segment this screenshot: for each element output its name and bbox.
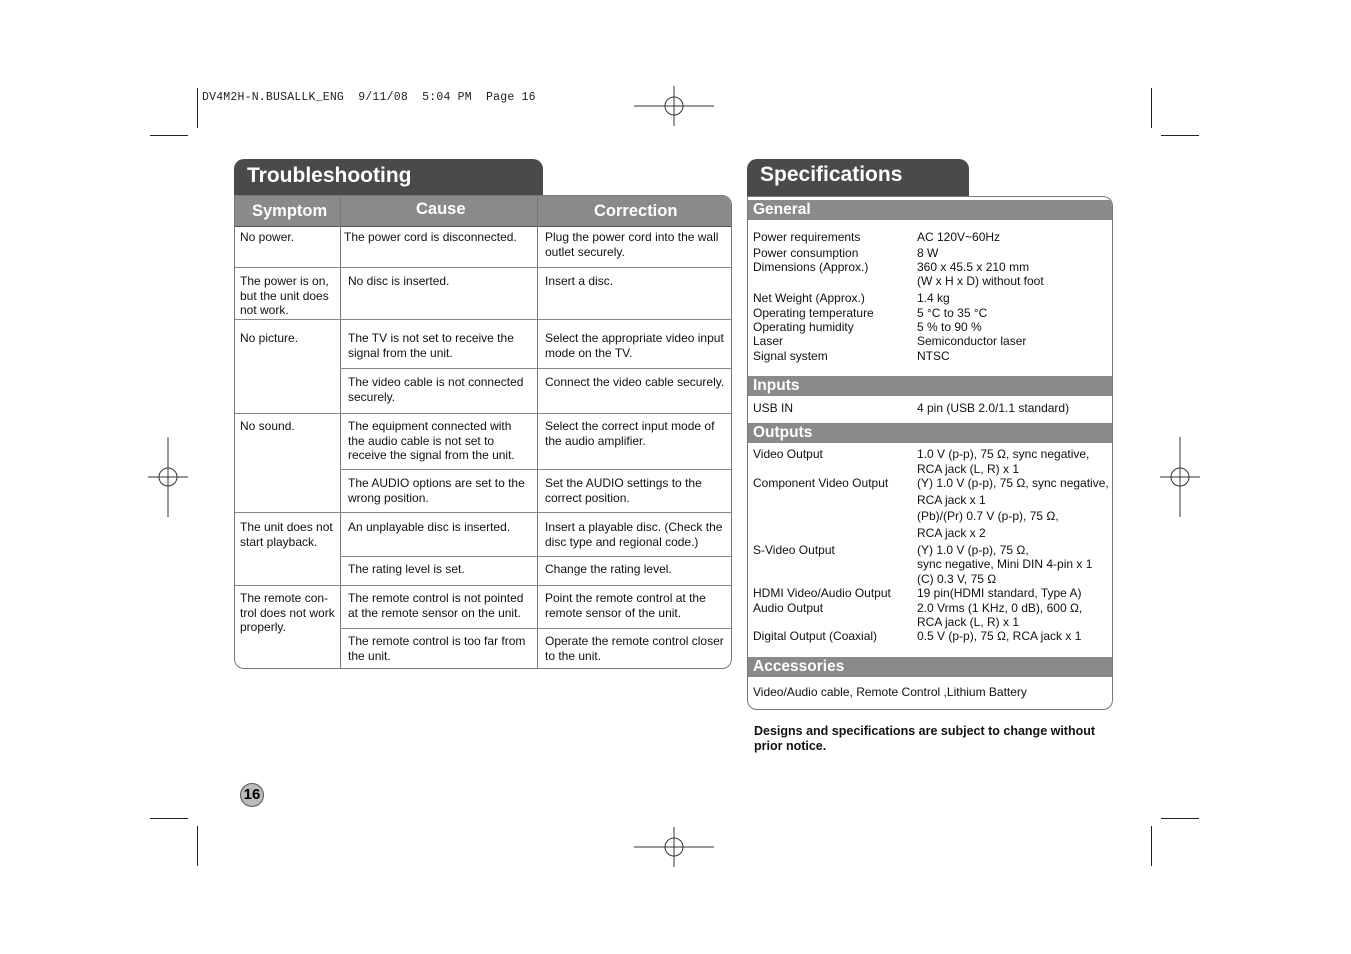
table-cell-cause: The TV is not set to receive the signal from the unit. [348,331,514,360]
column-header-correction: Correction [537,196,732,227]
table-cell-symptom: The unit does not start playback. [240,520,333,549]
spec-label: Audio Output [753,601,824,615]
crop-mark [1151,88,1152,128]
spec-value: 4 pin (USB 2.0/1.1 standard) [917,401,1070,415]
spec-label: Operating temperature [753,306,874,320]
row-divider [235,267,731,268]
table-cell-cause: The power cord is disconnected. [344,230,517,244]
table-cell-correction: Point the remote control at the remote sensor of the unit. [545,591,706,620]
specifications-title-tab [747,159,969,197]
crop-mark [150,135,188,136]
spec-value: 2.0 Vrms (1 KHz, 0 dB), 600 Ω, [917,601,1083,615]
accessories-text: Video/Audio cable, Remote Control ,Lithium Battery [753,685,1027,699]
troubleshooting-table [234,195,732,669]
troubleshooting-title: Troubleshooting [247,164,412,187]
spec-label: Component Video Output [753,476,889,490]
spec-label: USB IN [753,401,794,415]
table-cell-correction: Operate the remote control closer to the unit. [545,634,724,663]
table-cell-symptom: No picture. [240,331,299,345]
spec-value: (W x H x D) without foot [917,274,1044,288]
table-cell-symptom: The remote con-trol does not work properly. [240,591,335,634]
registration-mark-icon [634,86,714,126]
table-cell-cause: The remote control is too far from the unit. [348,634,526,663]
table-cell-cause: An unplayable disc is inserted. [348,520,511,534]
spec-label: Digital Output (Coaxial) [753,629,878,643]
spec-value: 5 % to 90 % [917,320,982,334]
table-cell-correction: Select the appropriate video input mode on the TV. [545,331,724,360]
table-cell-cause: The remote control is not pointed at the remote sensor on the unit. [348,591,524,620]
table-cell-correction: Set the AUDIO settings to the correct position. [545,476,702,505]
specifications-note: Designs and specifications are subject to change without prior notice. [754,724,1096,753]
table-cell-cause: The video cable is not connected securely. [348,375,524,404]
table-cell-correction: Change the rating level. [545,562,672,576]
spec-value: 8 W [917,246,939,260]
spec-value: RCA jack x 1 [917,493,986,507]
crop-mark [1161,135,1199,136]
row-divider [340,628,731,629]
crop-mark [197,88,198,128]
spec-value: (Y) 1.0 V (p-p), 75 Ω, sync negative, [917,476,1109,490]
row-divider [235,512,731,513]
table-cell-cause: No disc is inserted. [348,274,450,288]
spec-value: 5 °C to 35 °C [917,306,988,320]
crop-mark [150,818,188,819]
row-divider [340,469,731,470]
column-header-symptom: Symptom [235,196,340,227]
print-slug: DV4M2H-N.BUSALLK_ENG 9/11/08 5:04 PM Page 16 [202,91,536,104]
spec-value: RCA jack x 2 [917,526,986,540]
spec-label: Operating humidity [753,320,854,334]
table-cell-symptom: No sound. [240,419,295,433]
crop-mark [1161,818,1199,819]
section-header-outputs: Outputs [748,423,1112,443]
spec-label: S-Video Output [753,543,835,557]
table-cell-cause: The AUDIO options are set to the wrong position. [348,476,525,505]
registration-mark-icon [634,827,714,867]
spec-label: Video Output [753,447,823,461]
table-cell-correction: Connect the video cable securely. [545,375,725,389]
section-header-accessories: Accessories [748,657,1112,677]
spec-value: (Pb)/(Pr) 0.7 V (p-p), 75 Ω, [917,509,1059,523]
registration-mark-icon [1160,437,1200,517]
section-header-inputs: Inputs [748,376,1112,396]
spec-value: (Y) 1.0 V (p-p), 75 Ω, [917,543,1029,557]
table-cell-symptom: The power is on, but the unit does not work. [240,274,329,317]
row-divider [235,319,731,320]
registration-mark-icon [148,437,188,517]
row-divider [340,556,731,557]
column-header-cause: Cause [340,196,537,227]
spec-label: HDMI Video/Audio Output [753,586,891,600]
spec-label: Signal system [753,349,828,363]
spec-value: 1.4 kg [917,291,950,305]
section-header-general: General [748,200,1112,220]
row-divider [235,413,731,414]
spec-value: RCA jack (L, R) x 1 [917,462,1020,476]
spec-label: Power requirements [753,230,861,244]
row-divider [340,368,731,369]
specifications-box [747,196,1113,710]
spec-label: Laser [753,334,784,348]
page-number: 16 [240,783,264,807]
spec-value: NTSC [917,349,950,363]
spec-value: 0.5 V (p-p), 75 Ω, RCA jack x 1 [917,629,1082,643]
table-cell-symptom: No power. [240,230,295,244]
spec-value: 19 pin(HDMI standard, Type A) [917,586,1082,600]
crop-mark [1151,826,1152,866]
spec-value: 360 x 45.5 x 210 mm [917,260,1030,274]
spec-label: Dimensions (Approx.) [753,260,869,274]
spec-value: AC 120V~60Hz [917,230,1001,244]
table-cell-cause: The rating level is set. [348,562,465,576]
table-cell-correction: Select the correct input mode of the audio amplifier. [545,419,715,448]
table-cell-correction: Plug the power cord into the wall outlet securely. [545,230,719,259]
crop-mark [197,826,198,866]
spec-label: Power consumption [753,246,859,260]
spec-label: Net Weight (Approx.) [753,291,865,305]
table-cell-correction: Insert a playable disc. (Check the disc type and regional code.) [545,520,723,549]
spec-value: Semiconductor laser [917,334,1027,348]
table-cell-cause: The equipment connected with the audio cable is not set to receive the signal from the unit. [348,419,515,462]
row-divider [235,585,731,586]
spec-value: RCA jack (L, R) x 1 [917,615,1020,629]
table-cell-correction: Insert a disc. [545,274,614,288]
spec-value: sync negative, Mini DIN 4-pin x 1 [917,557,1093,571]
spec-value: (C) 0.3 V, 75 Ω [917,572,997,586]
specifications-title: Specifications [760,163,903,186]
troubleshooting-title-tab [234,159,543,197]
spec-value: 1.0 V (p-p), 75 Ω, sync negative, [917,447,1090,461]
